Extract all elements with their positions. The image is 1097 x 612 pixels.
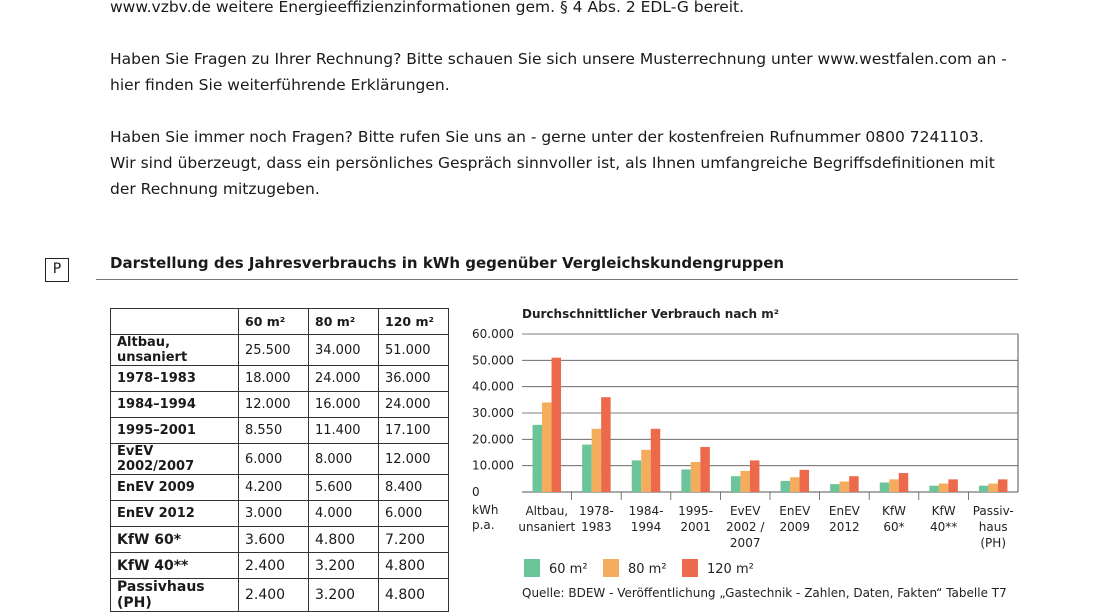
legend-label: 120 m²	[707, 562, 754, 577]
legend-swatch	[524, 559, 540, 577]
table-row-label: Passivhaus (PH)	[111, 579, 239, 612]
bar-80m	[542, 402, 552, 492]
consumption-table	[110, 308, 449, 612]
table-cell: 12.000	[379, 444, 449, 475]
table-cell: 5.600	[309, 475, 379, 501]
bar-60m	[929, 486, 939, 492]
table-cell: 24.000	[309, 366, 379, 392]
table-cell: 3.200	[309, 553, 379, 579]
bar-120m	[849, 476, 859, 492]
info-paragraph-questions: Haben Sie Fragen zu Ihrer Rechnung? Bitte schauen Sie sich unsere Musterrechnung unter www.westfalen.com an - hier finden Sie weiterführende Erklärungen.	[110, 50, 1007, 94]
x-tick-label: EnEV	[828, 504, 860, 518]
bar-80m	[740, 471, 750, 492]
table-row	[111, 501, 449, 527]
table-cell: 4.800	[309, 527, 379, 553]
table-cell: 8.000	[309, 444, 379, 475]
table-cell: 6.000	[239, 444, 309, 475]
x-tick-label: EvEV	[729, 504, 761, 518]
bar-60m	[681, 469, 691, 492]
section-title: Darstellung des Jahresverbrauchs in kWh gegenüber Vergleichskundengruppen	[110, 254, 785, 272]
table-cell: 7.200	[379, 527, 449, 553]
bar-120m	[948, 479, 958, 492]
bar-120m	[700, 447, 710, 492]
table-cell: 4.800	[379, 553, 449, 579]
legend-swatch	[682, 559, 698, 577]
table-row	[111, 335, 449, 366]
legend-swatch	[603, 559, 619, 577]
table-cell: 17.100	[379, 418, 449, 444]
x-tick-label: 40**	[929, 520, 958, 534]
table-row	[111, 366, 449, 392]
table-header-cell	[111, 309, 239, 335]
x-tick-label: 2001	[680, 520, 711, 534]
bar-80m	[790, 477, 800, 492]
table-row	[111, 553, 449, 579]
x-tick-label: 2009	[779, 520, 811, 534]
bar-80m	[988, 484, 998, 492]
bar-60m	[731, 476, 741, 492]
table-row-label: EnEV 2012	[111, 501, 239, 527]
x-tick-label: 1978-	[578, 504, 614, 518]
chart-title: Durchschnittlicher Verbrauch nach m²	[522, 307, 780, 321]
table-row	[111, 392, 449, 418]
x-tick-label: 1994	[630, 520, 662, 534]
legend-label: 80 m²	[628, 562, 667, 577]
section-marker: P	[45, 258, 69, 282]
table-cell: 3.200	[309, 579, 379, 612]
bar-60m	[781, 481, 791, 492]
x-tick-label: 2007	[729, 536, 761, 550]
table-row-label: Altbau, unsaniert	[111, 335, 239, 366]
table-cell: 36.000	[379, 366, 449, 392]
bar-80m	[592, 429, 602, 492]
x-tick-label: 2002 /	[725, 520, 765, 534]
table-cell: 8.400	[379, 475, 449, 501]
table-cell: 12.000	[239, 392, 309, 418]
y-tick-label: 20.000	[472, 432, 514, 447]
table-cell: 3.600	[239, 527, 309, 553]
table-row	[111, 579, 449, 612]
table-cell: 24.000	[379, 392, 449, 418]
table-cell: 6.000	[379, 501, 449, 527]
bar-120m	[800, 470, 810, 492]
table-cell: 25.500	[239, 335, 309, 366]
table-cell: 2.400	[239, 553, 309, 579]
table-row	[111, 475, 449, 501]
table-header-cell: 80 m²	[309, 309, 379, 335]
x-tick-label: EnEV	[779, 504, 811, 518]
y-tick-label: 50.000	[472, 353, 514, 368]
section-divider	[96, 279, 1018, 280]
x-tick-label: KfW	[931, 504, 956, 518]
table-header-cell: 60 m²	[239, 309, 309, 335]
bar-60m	[632, 460, 642, 492]
bar-60m	[830, 484, 840, 492]
table-cell: 4.800	[379, 579, 449, 612]
table-cell: 34.000	[309, 335, 379, 366]
bar-120m	[750, 460, 760, 492]
x-tick-label: Altbau,	[525, 504, 569, 518]
table-row-label: EvEV 2002/2007	[111, 444, 239, 475]
bar-60m	[582, 445, 592, 492]
table-row-label: KfW 40**	[111, 553, 239, 579]
table-row-label: 1978–1983	[111, 366, 239, 392]
consumption-bar-chart	[460, 300, 1040, 600]
bar-60m	[880, 483, 890, 492]
table-cell: 8.550	[239, 418, 309, 444]
y-axis-label: p.a.	[472, 518, 495, 532]
table-row-label: 1995–2001	[111, 418, 239, 444]
table-row-label: 1984–1994	[111, 392, 239, 418]
table-header-row	[111, 309, 449, 335]
y-axis-label: kWh	[472, 503, 499, 517]
chart-source: Quelle: BDEW - Veröffentlichung „Gastechnik - Zahlen, Daten, Fakten“ Tabelle T7	[522, 586, 1007, 600]
x-tick-label: 1984-	[628, 504, 664, 518]
table-cell: 2.400	[239, 579, 309, 612]
y-tick-label: 0	[472, 485, 480, 499]
table-row	[111, 444, 449, 475]
table-cell: 3.000	[239, 501, 309, 527]
x-tick-label: KfW	[882, 504, 906, 518]
table-row	[111, 418, 449, 444]
bar-120m	[601, 397, 611, 492]
x-tick-label: unsaniert	[518, 520, 576, 534]
table-cell: 4.000	[309, 501, 379, 527]
x-tick-label: haus	[978, 520, 1008, 534]
table-cell: 18.000	[239, 366, 309, 392]
table-row-label: KfW 60*	[111, 527, 239, 553]
bar-80m	[840, 481, 850, 492]
table-cell: 51.000	[379, 335, 449, 366]
table-header-cell: 120 m²	[379, 309, 449, 335]
y-tick-label: 30.000	[472, 406, 514, 420]
bar-120m	[899, 473, 909, 492]
y-tick-label: 40.000	[472, 379, 514, 394]
bar-60m	[979, 486, 989, 492]
table-cell: 16.000	[309, 392, 379, 418]
bar-80m	[939, 484, 949, 492]
table-cell: 11.400	[309, 418, 379, 444]
x-tick-label: 60*	[883, 520, 905, 534]
bar-80m	[691, 462, 701, 492]
table-row	[111, 527, 449, 553]
bar-80m	[641, 450, 651, 492]
x-tick-label: (PH)	[980, 536, 1007, 550]
x-tick-label: 2012	[829, 520, 860, 534]
bar-60m	[533, 425, 543, 492]
bar-80m	[889, 479, 899, 492]
bar-120m	[651, 429, 661, 492]
info-paragraph-contact: Haben Sie immer noch Fragen? Bitte rufen Sie uns an - gerne unter der kostenfreien Rufnummer 0800 7241103. Wir sind überzeugt, dass ein persönliches Gespräch sinnvoller ist, als Ihnen umfangreiche Begriffsdefinitionen mit der Rechnung mitzugeben.	[110, 128, 995, 198]
y-tick-label: 10.000	[472, 458, 514, 473]
x-tick-label: 1995-	[678, 504, 714, 518]
table-cell: 4.200	[239, 475, 309, 501]
bar-120m	[552, 358, 562, 492]
info-paragraph-efficiency: www.vzbv.de weitere Energieeffizienzinformationen gem. § 4 Abs. 2 EDL-G bereit.	[110, 0, 745, 16]
table-row-label: EnEV 2009	[111, 475, 239, 501]
x-tick-label: 1983	[581, 520, 612, 534]
y-tick-label: 60.000	[472, 327, 514, 341]
bar-120m	[998, 479, 1008, 492]
legend-label: 60 m²	[549, 562, 588, 577]
x-tick-label: Passiv-	[972, 504, 1014, 518]
